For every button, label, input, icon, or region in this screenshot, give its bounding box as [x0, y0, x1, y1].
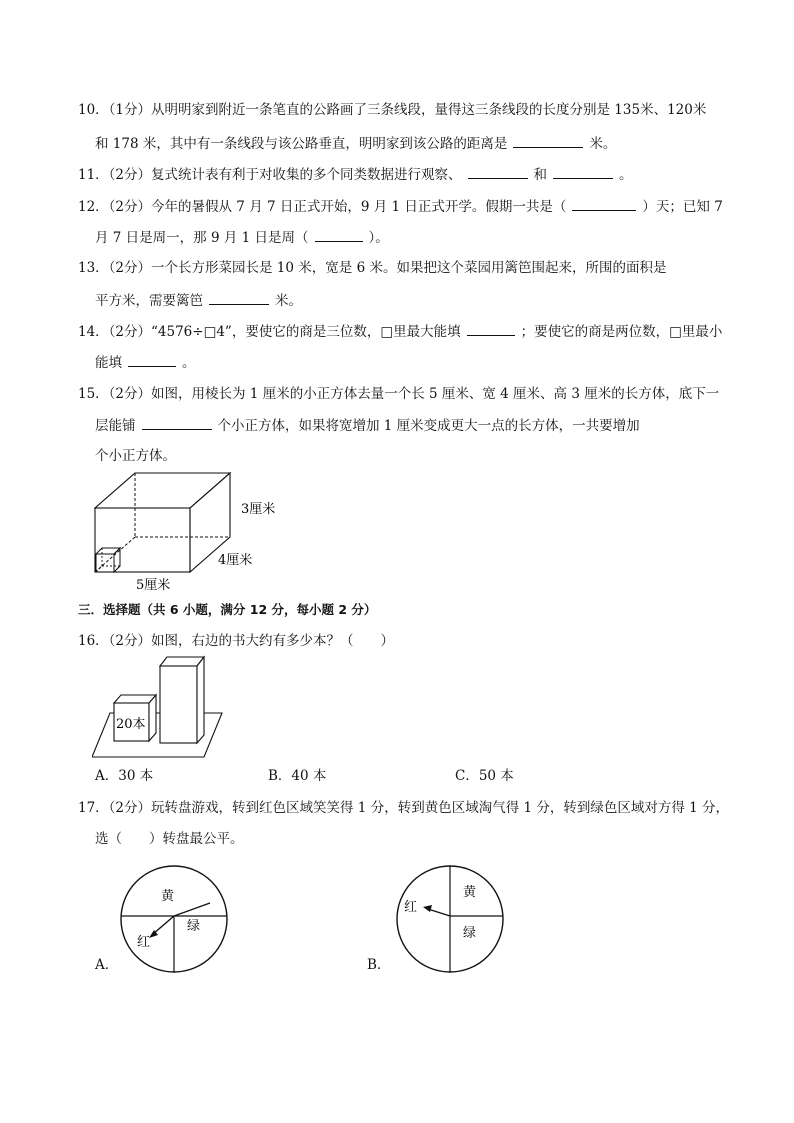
unit-cube-front	[96, 554, 114, 572]
q10-line1: 10．（1分）从明明家到附近一条笔直的公路画了三条线段，量得这三条线段的长度分别是 135米、120米	[78, 102, 707, 118]
q17-line1: 17．（2分）玩转盘游戏，转到红色区域笑笑得 1 分，转到黄色区域淘气得 1 分，转到绿色区域对方得 1 分，	[78, 800, 730, 816]
q14-line1	[78, 322, 722, 341]
spinner-a-divider-upper	[174, 903, 210, 916]
small-stack-label: 20本	[116, 717, 146, 732]
section-3-heading: 三．选择题（共 6 小题，满分 12 分，每小题 2 分）	[78, 602, 377, 617]
q17-spinner-a[interactable]	[119, 864, 229, 974]
unit-cube-side	[114, 548, 120, 572]
q15-text-1: 层能铺	[95, 418, 136, 434]
spinner-b-green: 绿	[463, 926, 477, 941]
q12-text-1: 12．（2分）今年的暑假从 7 月 7 日正式开始，9 月 1 日正式开学。假期一共是（	[78, 199, 567, 215]
spinner-a-green: 绿	[187, 919, 201, 934]
spinner-b-pointer	[428, 909, 450, 916]
q10-answer-blank[interactable]	[513, 134, 583, 148]
q12-line1	[78, 197, 723, 216]
q17-spinner-b[interactable]	[395, 864, 505, 974]
q10-line2-text: 和 178 米，其中有一条线段与该公路垂直，明明家到该公路的距离是	[95, 136, 508, 152]
q11-blank-2[interactable]	[553, 165, 613, 179]
q15-cuboid-figure	[88, 468, 308, 594]
small-stack-side	[149, 695, 156, 741]
spinner-b-yellow: 黄	[463, 885, 477, 900]
q11-text: 11．（2分）复式统计表有利于对收集的多个同类数据进行观察、	[78, 167, 462, 183]
q15-text-2: 个小正方体，如果将宽增加 1 厘米变成更大一点的长方体，一共要增加	[217, 418, 640, 434]
q16-books-figure	[92, 653, 242, 759]
q13-blank[interactable]	[209, 291, 269, 305]
cuboid-front-face	[95, 508, 190, 572]
tall-stack-front	[160, 666, 197, 743]
q17-option-b-label[interactable]: B．	[367, 957, 391, 973]
q15-line2	[95, 416, 640, 435]
cuboid-width-label: 4厘米	[218, 553, 253, 568]
q16-option-a[interactable]: A．30 本	[95, 768, 154, 784]
q14-text-4: 。	[182, 355, 196, 371]
q13-line2	[95, 291, 302, 310]
q10-line2	[95, 134, 616, 153]
q14-line2	[95, 353, 196, 372]
q14-text-1: 14．（2分）“4576÷□4”，要使它的商是三位数，□里最大能填	[78, 324, 461, 340]
spinner-a-pointer	[153, 916, 174, 934]
q11-and: 和	[533, 167, 548, 183]
q11-end: 。	[619, 167, 633, 183]
q12-text-2: ）天；已知 7	[642, 199, 723, 215]
q14-text-3: 能填	[95, 355, 122, 371]
q14-blank-2[interactable]	[128, 353, 176, 367]
tall-stack-side	[197, 657, 204, 743]
q13-text-1: 平方米，需要篱笆	[95, 293, 203, 309]
q16-option-b[interactable]: B．40 本	[268, 768, 327, 784]
q10-unit: 米。	[589, 136, 617, 152]
cuboid-height-label: 3厘米	[241, 502, 276, 517]
q16-option-c[interactable]: C．50 本	[455, 768, 514, 784]
q12-text-3: 月 7 日是周一，那 9 月 1 日是周（	[95, 230, 309, 246]
q15-blank[interactable]	[142, 416, 212, 430]
q15-line1: 15．（2分）如图，用棱长为 1 厘米的小正方体去量一个长 5 厘米、宽 4 厘米、高 3 厘米的长方体，底下一	[78, 386, 720, 402]
q15-line3: 个小正方体。	[95, 448, 176, 464]
q13-text-2: 米。	[275, 293, 302, 309]
q14-text-2: ；要使它的商是两位数，□里最小	[520, 324, 723, 340]
q12-blank-2[interactable]	[315, 228, 363, 242]
q12-text-4: ）。	[368, 230, 389, 246]
q11-line	[78, 165, 633, 184]
cuboid-length-label: 5厘米	[136, 578, 171, 593]
q12-blank-1[interactable]	[572, 197, 636, 211]
spinner-a-red: 红	[137, 935, 151, 950]
spinner-b-red: 红	[404, 900, 418, 915]
q14-blank-1[interactable]	[467, 322, 515, 336]
q17-line2: 选（ ）转盘最公平。	[95, 831, 244, 847]
q17-option-a-label[interactable]: A．	[95, 957, 119, 973]
spinner-b-arrow-icon	[423, 905, 432, 912]
spinner-a-yellow: 黄	[161, 889, 175, 904]
q13-line1: 13．（2分）一个长方形菜园长是 10 米，宽是 6 米。如果把这个菜园用篱笆围起来，所围的面积是	[78, 260, 667, 276]
q12-line2	[95, 228, 389, 247]
q11-blank-1[interactable]	[468, 165, 528, 179]
q16-question: 16．（2分）如图，右边的书大约有多少本？（ ）	[78, 633, 395, 649]
